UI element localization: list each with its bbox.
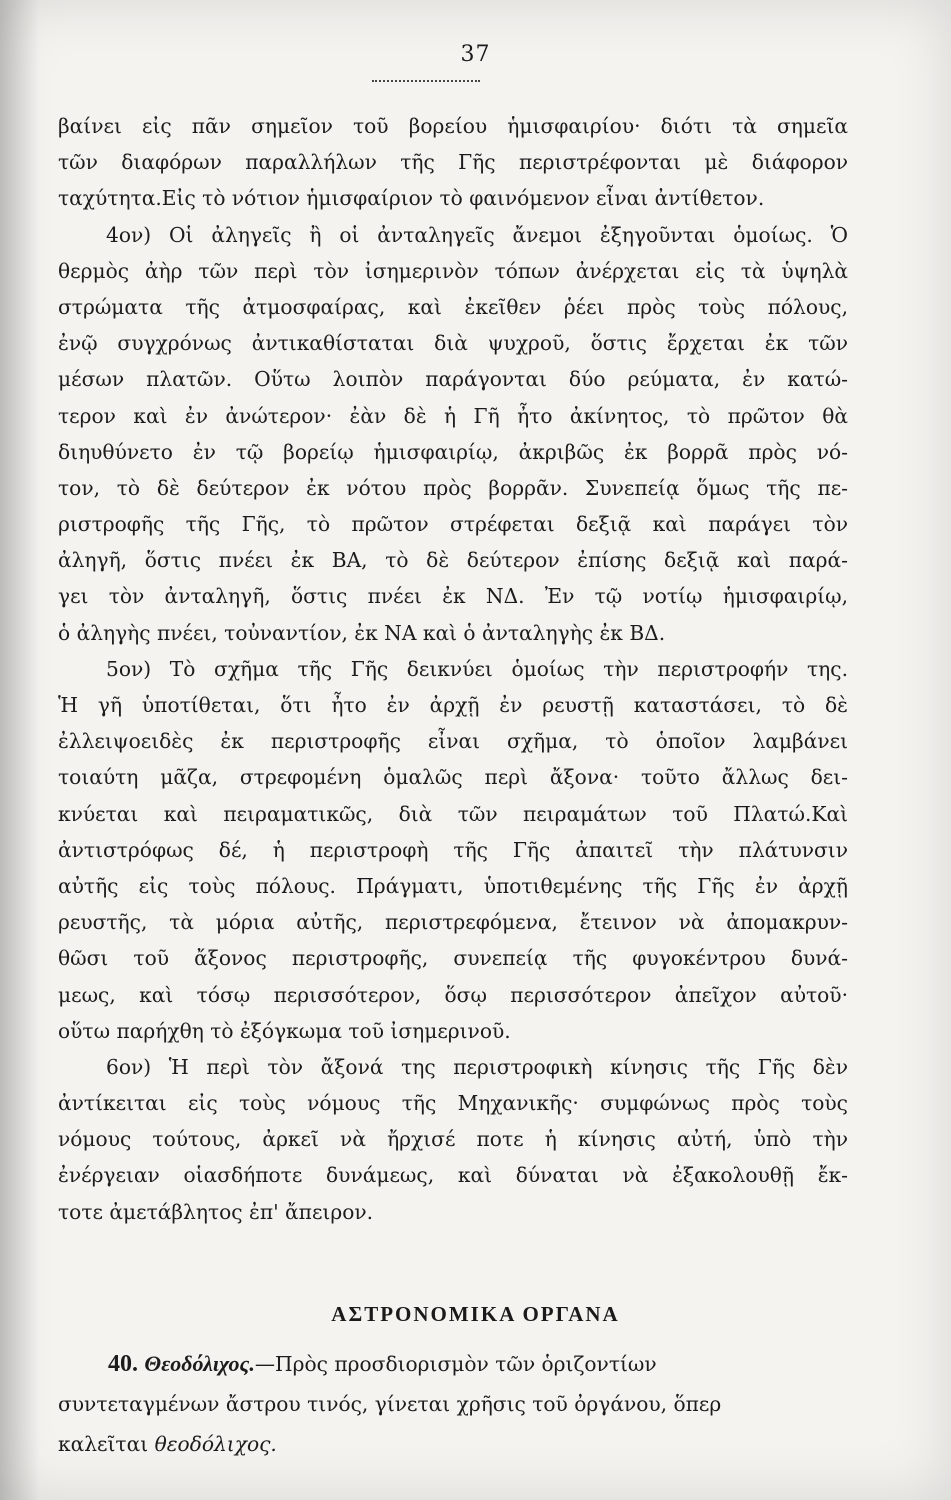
- section-heading: ΑΣΤΡΟΝΟΜΙΚΑ ΟΡΓΑΝΑ: [331, 1302, 620, 1326]
- text-line: οὕτω παρήχθη τὸ ἐξόγκωμα τοῦ ἰσημερινοῦ.: [58, 1018, 511, 1043]
- text-line: τῶν διαφόρων παραλλήλων τῆς Γῆς περιστρέφονται μὲ διάφορον: [58, 150, 848, 175]
- text-line: θῶσι τοῦ ἄξονος περιστροφῆς, συνεπείᾳ τῆς φυγοκέντρου δυνά-: [58, 946, 848, 971]
- text-line: Ἡ γῆ ὑποτίθεται, ὅτι ἦτο ἐν ἀρχῇ ἐν ρευστῇ καταστάσει, τὸ δὲ: [58, 693, 848, 717]
- text-line: τοιαύτη μᾶζα, στρεφομένη ὁμαλῶς περὶ ἄξονα· τοῦτο ἄλλως δει-: [58, 765, 848, 790]
- text-line: νόμους τούτους, ἀρκεῖ νὰ ἤρχισέ ποτε ἡ κίνησις αὐτή, ὑπὸ τὴν: [58, 1127, 848, 1152]
- item-third-line: [58, 1424, 848, 1464]
- text-line: ἀληγῆ, ὅστις πνέει ἐκ ΒΑ, τὸ δὲ δεύτερον ἐπίσης δεξιᾷ καὶ παρά-: [58, 548, 848, 573]
- paragraph-start-line: 6ον) Ἡ περὶ τὸν ἄξονά της περιστροφικὴ κίνησις τῆς Γῆς δὲν: [106, 1054, 848, 1079]
- page-number: 37: [460, 42, 491, 67]
- item-number: 40.: [108, 1351, 138, 1377]
- text-line: τον, τὸ δὲ δεύτερον ἐκ νότου πρὸς βορρᾶν. Συνεπείᾳ ὅμως τῆς πε-: [58, 475, 848, 500]
- body-text: [58, 108, 848, 1230]
- item-second-line: συντεταγμένων ἄστρου τινός, γίνεται χρῆσις τοῦ ὀργάνου, ὅπερ: [58, 1392, 722, 1416]
- page-number-rule: [372, 80, 480, 82]
- item-text: —Πρὸς προσδιορισμὸν τῶν ὁριζοντίων: [254, 1352, 657, 1376]
- text-line: βαίνει εἰς πᾶν σημεῖον τοῦ βορείου ἡμισφαιρίου· διότι τὰ σημεῖα: [58, 114, 848, 138]
- text-line: ἐνῷ συγχρόνως ἀντικαθίσταται διὰ ψυχροῦ, ὅστις ἔρχεται ἐκ τῶν: [58, 331, 848, 356]
- text-line: ρευστῆς, τὰ μόρια αὐτῆς, περιστρεφόμενα, ἔτεινον νὰ ἀπομακρυν-: [58, 910, 848, 935]
- item-third-prefix: καλεῖται: [58, 1432, 149, 1456]
- item-third-term: θεοδόλιχος.: [154, 1432, 277, 1456]
- text-line: ριστροφῆς τῆς Γῆς, τὸ πρῶτον στρέφεται δεξιᾷ καὶ παράγει τὸν: [58, 512, 848, 537]
- text-line: γει τὸν ἀνταληγῆ, ὅστις πνέει ἐκ ΝΔ. Ἐν τῷ νοτίῳ ἡμισφαιρίῳ,: [58, 584, 848, 609]
- text-line: ἐλλειψοειδὲς ἐκ περιστροφῆς εἶναι σχῆμα, τὸ ὁποῖον λαμβάνει: [58, 729, 848, 754]
- text-line: αὐτῆς εἰς τοὺς πόλους. Πράγματι, ὑποτιθεμένης τῆς Γῆς ἐν ἀρχῇ: [58, 873, 848, 898]
- text-line: στρώματα τῆς ἀτμοσφαίρας, καὶ ἐκεῖθεν ῥέει πρὸς τοὺς πόλους,: [58, 294, 848, 319]
- text-line: ἐνέργειαν οἱασδήποτε δυνάμεως, καὶ δύναται νὰ ἐξακολουθῇ ἔκ-: [58, 1163, 848, 1188]
- text-line: τερον καὶ ἐν ἀνώτερον· ἐὰν δὲ ἡ Γῆ ἦτο ἀκίνητος, τὸ πρῶτον θὰ: [58, 403, 848, 428]
- text-line: ταχύτητα.Εἰς τὸ νότιον ἡμισφαίριον τὸ φαινόμενον εἶναι ἀντίθετον.: [58, 186, 765, 211]
- text-line: μεως, καὶ τόσῳ περισσότερον, ὅσῳ περισσότερον ἀπεῖχον αὐτοῦ·: [58, 982, 848, 1007]
- paragraph-start-line: 5ον) Τὸ σχῆμα τῆς Γῆς δεικνύει ὁμοίως τὴν περιστροφήν της.: [106, 656, 848, 681]
- text-line: ὁ ἀληγὴς πνέει, τοὐναντίον, ἐκ ΝΑ καὶ ὁ ἀνταληγὴς ἐκ ΒΔ.: [58, 620, 666, 645]
- text-line: ἀντίκειται εἰς τοὺς νόμους τῆς Μηχανικῆς· συμφώνως πρὸς τοὺς: [58, 1091, 848, 1116]
- text-line: μέσων πλατῶν. Οὕτω λοιπὸν παράγονται δύο ρεύματα, ἐν κατώ-: [58, 367, 848, 392]
- numbered-item: [58, 1344, 848, 1464]
- text-line: ἀντιστρόφως δέ, ἡ περιστροφὴ τῆς Γῆς ἀπαιτεῖ τὴν πλάτυνσιν: [58, 837, 848, 862]
- text-line: θερμὸς ἀὴρ τῶν περὶ τὸν ἰσημερινὸν τόπων ἀνέρχεται εἰς τὰ ὑψηλὰ: [58, 258, 848, 283]
- text-line: διηυθύνετο ἐν τῷ βορείῳ ἡμισφαιρίῳ, ἀκριβῶς ἐκ βορρᾶ πρὸς νό-: [58, 439, 848, 464]
- text-line: τοτε ἀμετάβλητος ἐπ' ἄπειρον.: [58, 1199, 374, 1224]
- binding-shadow: [0, 0, 40, 1500]
- item-first-line: [58, 1344, 848, 1384]
- paragraph-start-line: 4ον) Οἱ ἀληγεῖς ἢ οἱ ἀνταληγεῖς ἄνεμοι ἐξηγοῦνται ὁμοίως. Ὁ: [106, 222, 848, 247]
- text-line: κνύεται καὶ πειραματικῶς, διὰ τῶν πειραμάτων τοῦ Πλατώ.Καὶ: [58, 801, 848, 826]
- item-term: Θεοδόλιχος.: [144, 1351, 255, 1376]
